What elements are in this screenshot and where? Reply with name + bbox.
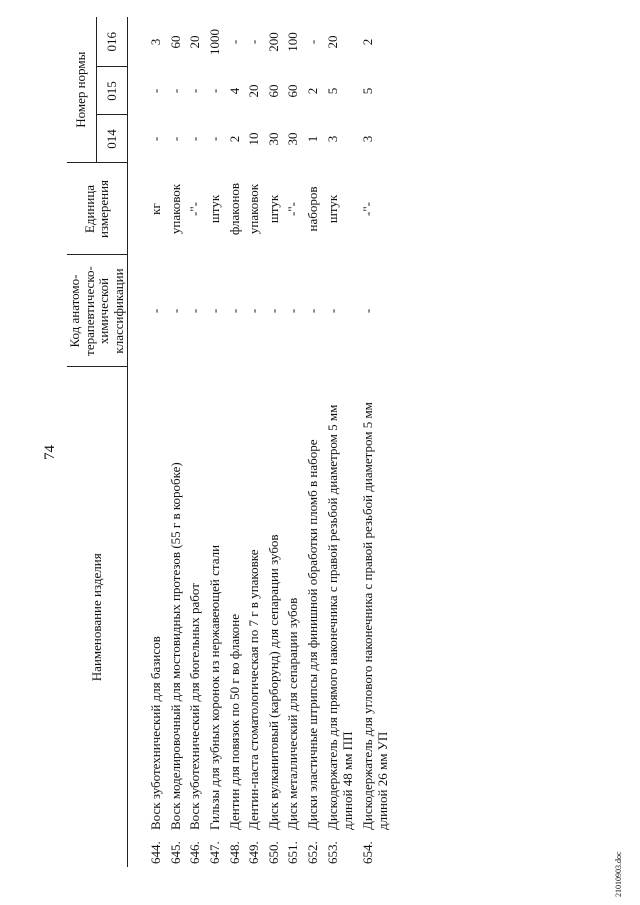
item-name: Дискодержатель для прямого наконечника с правой резьбой диаметром 5 мм длиной 48 мм ПП bbox=[324, 404, 356, 830]
unit-cell: упаковок bbox=[246, 183, 262, 235]
item-number: 652. bbox=[304, 841, 320, 864]
item-number: 653. bbox=[324, 841, 340, 864]
norm-016-cell: 3 bbox=[148, 38, 164, 46]
norm-014-cell: 30 bbox=[285, 132, 301, 146]
atc-code-cell: - bbox=[226, 308, 242, 314]
norm-016-cell: - bbox=[226, 39, 242, 45]
norm-014-cell: 30 bbox=[265, 132, 281, 146]
item-cell bbox=[225, 367, 245, 867]
atc-code-cell: - bbox=[285, 308, 301, 314]
table-row bbox=[303, 17, 323, 867]
table-row bbox=[358, 17, 393, 867]
item-name: Диски эластичные штрипсы для финишной обработки пломб в наборе bbox=[304, 439, 320, 830]
norm-015-cell: 5 bbox=[359, 87, 375, 95]
norm-016-cell: - bbox=[246, 39, 262, 45]
unit-cell: наборов bbox=[304, 186, 320, 232]
item-cell bbox=[358, 367, 393, 867]
norm-014-cell: - bbox=[206, 136, 222, 142]
header-name: Наименование изделия bbox=[67, 367, 128, 867]
item-cell bbox=[264, 367, 284, 867]
item-name: Воск зуботехнический для базисов bbox=[148, 636, 164, 830]
item-cell bbox=[244, 367, 264, 867]
item-cell bbox=[128, 367, 166, 867]
unit-cell: штук bbox=[324, 194, 340, 224]
norm-014-cell: 1 bbox=[304, 135, 320, 143]
item-cell bbox=[205, 367, 225, 867]
table-row bbox=[205, 17, 225, 867]
norm-016-cell: - bbox=[304, 39, 320, 45]
item-number: 654. bbox=[359, 841, 375, 864]
norm-016-cell: 100 bbox=[285, 32, 301, 52]
norm-014-cell: 3 bbox=[324, 135, 340, 143]
norm-014-cell: - bbox=[167, 136, 183, 142]
unit-cell: кг bbox=[148, 203, 164, 215]
item-cell bbox=[166, 367, 186, 867]
unit-cell: -"- bbox=[187, 202, 203, 216]
item-name: Дентин-паста стоматологическая по 7 г в упаковке bbox=[246, 549, 262, 830]
norm-016-cell: 1000 bbox=[206, 29, 222, 55]
norm-014-cell: 3 bbox=[359, 135, 375, 143]
footer-filename: 21010903.doc bbox=[614, 851, 623, 897]
norm-014-cell: - bbox=[187, 136, 203, 142]
table-row bbox=[244, 17, 264, 867]
item-number: 646. bbox=[187, 841, 203, 864]
item-number: 647. bbox=[206, 841, 222, 864]
item-name: Диск металлический для сепарации зубов bbox=[285, 597, 301, 830]
norm-016-cell: 200 bbox=[265, 32, 281, 52]
norm-014-cell: 2 bbox=[226, 135, 242, 143]
unit-cell: -"- bbox=[285, 202, 301, 216]
unit-cell: штук bbox=[206, 194, 222, 224]
norms-table bbox=[67, 17, 393, 867]
atc-code-cell: - bbox=[265, 308, 281, 314]
atc-code-cell: - bbox=[324, 308, 340, 314]
norm-015-cell: 60 bbox=[265, 84, 281, 98]
atc-code-cell: - bbox=[359, 308, 375, 314]
item-cell bbox=[185, 367, 205, 867]
header-norm-016: 016 bbox=[97, 17, 128, 67]
header-atc-code: Код анатомо-терапевтическо-химической классификации bbox=[67, 255, 128, 367]
item-name: Дентин для повязок по 50 г во флаконе bbox=[226, 613, 242, 830]
item-name: Дискодержатель для углового наконечника с правой резьбой диаметром 5 мм длиной 26 мм УП bbox=[359, 402, 391, 830]
table-row bbox=[264, 17, 284, 867]
unit-cell: -"- bbox=[359, 202, 375, 216]
atc-code-cell: - bbox=[148, 308, 164, 314]
atc-code-cell: - bbox=[167, 308, 183, 314]
item-name: Диск вулканитовый (карборунд) для сепарации зубов bbox=[265, 534, 281, 830]
header-unit: Единица измерения bbox=[67, 163, 128, 255]
header-norm-group: Номер нормы bbox=[67, 17, 97, 163]
norm-015-cell: 60 bbox=[285, 84, 301, 98]
norm-014-cell: 10 bbox=[246, 132, 262, 146]
atc-code-cell: - bbox=[206, 308, 222, 314]
table-row bbox=[283, 17, 303, 867]
item-cell bbox=[283, 367, 303, 867]
norm-015-cell: 5 bbox=[324, 87, 340, 95]
item-number: 649. bbox=[246, 841, 262, 864]
norm-016-cell: 60 bbox=[167, 35, 183, 49]
item-number: 648. bbox=[226, 841, 242, 864]
atc-code-cell: - bbox=[187, 308, 203, 314]
table-row bbox=[225, 17, 245, 867]
item-name: Воск моделировочный для мостовидных протезов (55 г в коробке) bbox=[167, 462, 183, 830]
item-name: Гильзы для зубных коронок из нержавеющей стали bbox=[206, 544, 222, 830]
norm-015-cell: - bbox=[187, 88, 203, 94]
unit-cell: флаконов bbox=[226, 182, 242, 236]
norm-015-cell: - bbox=[167, 88, 183, 94]
item-cell bbox=[323, 367, 358, 867]
unit-cell: штук bbox=[265, 194, 281, 224]
unit-cell: упаковок bbox=[167, 183, 183, 235]
norm-015-cell: 4 bbox=[226, 87, 242, 95]
norm-016-cell: 20 bbox=[187, 35, 203, 49]
table-row bbox=[185, 17, 205, 867]
atc-code-cell: - bbox=[304, 308, 320, 314]
item-cell bbox=[303, 367, 323, 867]
item-number: 644. bbox=[148, 841, 164, 864]
header-norm-014: 014 bbox=[97, 115, 128, 163]
page-number: 74 bbox=[42, 445, 58, 460]
table-row bbox=[323, 17, 358, 867]
norm-015-cell: 20 bbox=[246, 84, 262, 98]
atc-code-cell: - bbox=[246, 308, 262, 314]
norm-016-cell: 20 bbox=[324, 35, 340, 49]
norm-015-cell: - bbox=[206, 88, 222, 94]
item-number: 645. bbox=[167, 841, 183, 864]
norm-015-cell: - bbox=[148, 88, 164, 94]
table-row bbox=[128, 17, 166, 867]
norm-016-cell: 2 bbox=[359, 38, 375, 46]
item-number: 651. bbox=[285, 841, 301, 864]
table-row bbox=[166, 17, 186, 867]
item-number: 650. bbox=[265, 841, 281, 864]
norm-015-cell: 2 bbox=[304, 87, 320, 95]
norm-014-cell: - bbox=[148, 136, 164, 142]
header-norm-015: 015 bbox=[97, 67, 128, 115]
item-name: Воск зуботехнический для бюгельных работ bbox=[187, 583, 203, 830]
